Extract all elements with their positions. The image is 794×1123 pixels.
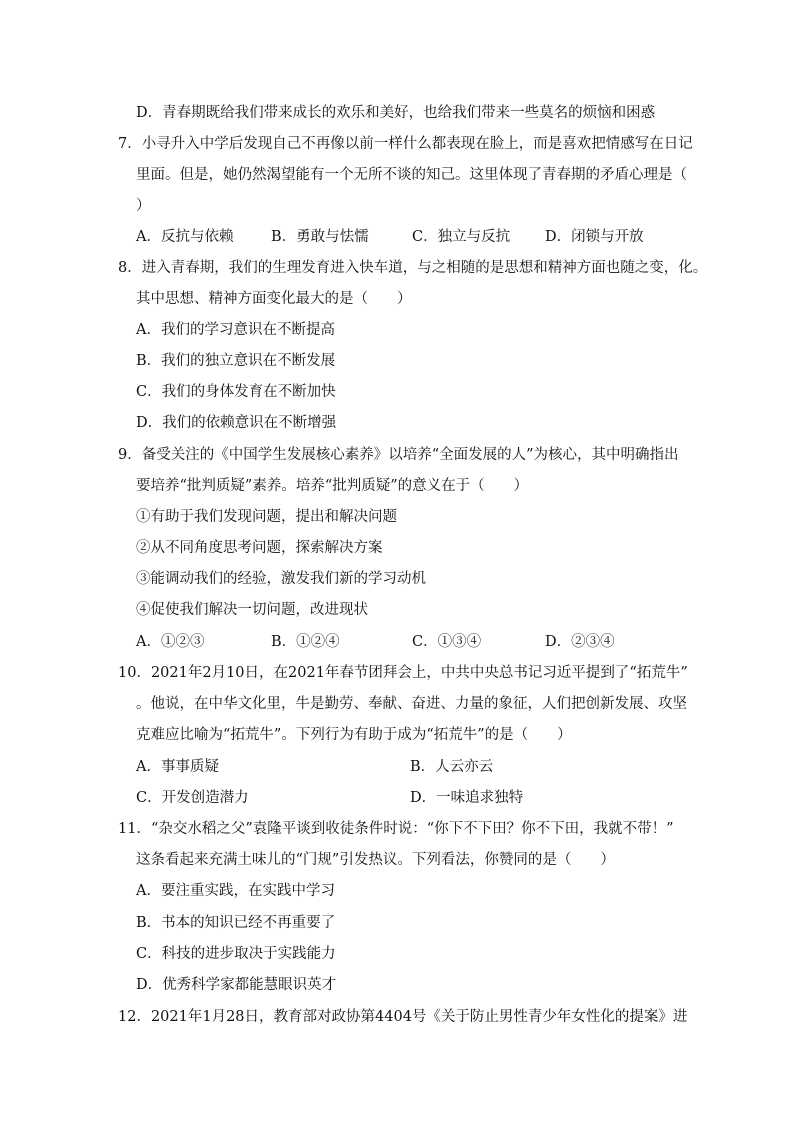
q11-stem-line1: 11．“杂交水稻之父”袁隆平谈到收徒条件时说：“你下不下田？你不下田，我就不带！” [118, 821, 674, 837]
q11-option-b: B．书本的知识已经不再重要了 [136, 915, 336, 931]
q11-option-d: D．优秀科学家都能慧眼识英才 [136, 977, 337, 993]
q8-stem-line2: 其中思想、精神方面变化最大的是（ ） [136, 291, 412, 307]
q12-stem-line1: 12．2021年1月28日，教育部对政协第4404号《关于防止男性青少年女性化的提案》进 [118, 1009, 688, 1025]
q9-stem-line1: 9．备受关注的《中国学生发展核心素养》以培养“全面发展的人”为核心，其中明确指出 [118, 447, 679, 463]
q7-option-a: A．反抗与依赖 [136, 229, 234, 245]
q7-option-c: C．独立与反抗 [412, 229, 511, 245]
q8-option-d: D．我们的依赖意识在不断增强 [136, 415, 337, 431]
q7-option-b: B．勇敢与怯懦 [271, 229, 369, 245]
q11-option-a: A．要注重实践，在实践中学习 [136, 883, 335, 899]
q7-stem-line2: 里面。但是，她仍然渴望能有一个无所不谈的知己。这里体现了青春期的矛盾心理是（ [136, 167, 687, 183]
q10-stem-line3: 克难应比喻为“拓荒牛”。下列行为有助于成为“拓荒牛”的是（ ） [136, 727, 572, 743]
q10-option-c: C．开发创造潜力 [136, 790, 249, 806]
q9-option-a: A．①②③ [136, 634, 205, 650]
q8-option-a: A．我们的学习意识在不断提高 [136, 322, 335, 338]
q9-option-b: B．①②④ [271, 634, 340, 650]
q8-option-c: C．我们的身体发育在不断加快 [136, 384, 336, 400]
q9-item-2: ②从不同角度思考问题，探索解决方案 [136, 540, 383, 556]
q8-stem-line1: 8．进入青春期，我们的生理发育进入快车道，与之相随的是思想和精神方面也随之变，化。 [118, 260, 708, 276]
q10-stem-line2: 。他说，在中华文化里，牛是勤劳、奉献、奋进、力量的象征，人们把创新发展、攻坚 [136, 696, 687, 712]
q9-item-4: ④促使我们解决一切问题，改进现状 [136, 602, 368, 618]
q10-option-a: A．事事质疑 [136, 759, 219, 775]
q8-option-b: B．我们的独立意识在不断发展 [136, 353, 336, 369]
q9-stem-line2: 要培养“批判质疑”素养。培养“批判质疑”的意义在于（ ） [136, 478, 529, 494]
q10-option-d: D．一味追求独特 [410, 790, 524, 806]
q10-option-b: B．人云亦云 [410, 759, 494, 775]
q7-stem-line1: 7．小寻升入中学后发现自己不再像以前一样什么都表现在脸上，而是喜欢把情感写在日记 [118, 136, 693, 152]
q9-item-3: ③能调动我们的经验，激发我们新的学习动机 [136, 571, 426, 587]
q11-option-c: C．科技的进步取决于实践能力 [136, 946, 336, 962]
q9-option-d: D．②③④ [545, 634, 615, 650]
q11-stem-line2: 这条看起来充满土味儿的“门规”引发热议。下列看法，你赞同的是（ ） [136, 852, 615, 868]
q6-option-d: D．青春期既给我们带来成长的欢乐和美好，也给我们带来一些莫名的烦恼和困惑 [136, 105, 656, 121]
q9-option-c: C．①③④ [412, 634, 482, 650]
q7-option-d: D．闭锁与开放 [545, 229, 644, 245]
q7-stem-line3: ） [136, 198, 151, 214]
q10-stem-line1: 10．2021年2月10日，在2021年春节团拜会上，中共中央总书记习近平提到了“拓荒牛” [118, 665, 688, 681]
q9-item-1: ①有助于我们发现问题，提出和解决问题 [136, 509, 397, 525]
